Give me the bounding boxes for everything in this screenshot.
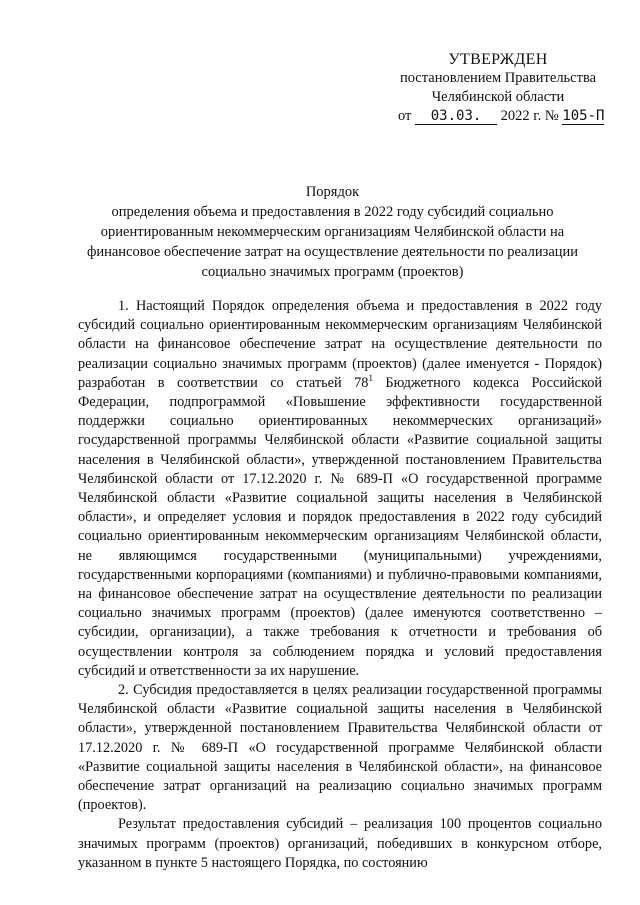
subtitle-line: ориентированным некоммерческим организациям Челябинской области на bbox=[100, 224, 565, 240]
subtitle-line: определения объема и предоставления в 2022 году субсидий социально bbox=[111, 204, 554, 220]
approval-stamp bbox=[388, 50, 608, 126]
approval-line-2: Челябинской области bbox=[431, 89, 565, 105]
approval-date-line bbox=[388, 107, 608, 126]
approval-date: 03.03. bbox=[415, 109, 497, 125]
paragraph-1-start: 1. Настоящий Порядок определения объема и предоставления в 2022 году субсидий социально ориентированным некоммерческим организациям Челябинской области на финансовое обеспечение затрат на осуществление деятельности по реализации социально значимых программ (проектов) (далее именуется - Порядок) разработан в соответствии со статьей 78 bbox=[78, 298, 602, 391]
paragraph-3: Результат предоставления субсидий – реализация 100 процентов социально значимых программ (проектов) организаций, победивших в конкурсном отборе, указанном в пункте 5 настоящего Порядка, по состоянию bbox=[78, 816, 602, 871]
paragraph-1 bbox=[78, 297, 602, 681]
document-body bbox=[78, 297, 602, 873]
article-superscript: 1 bbox=[368, 373, 373, 384]
approval-year-text: 2022 г. № bbox=[500, 108, 559, 124]
approval-title: УТВЕРЖДЕН bbox=[448, 51, 548, 68]
document-heading: Порядок bbox=[305, 184, 360, 200]
subtitle-line: социально значимых программ (проектов) bbox=[201, 264, 464, 280]
subtitle-line: финансовое обеспечение затрат на осуществление деятельности по реализации bbox=[86, 244, 579, 260]
paragraph-1-end: Бюджетного кодекса Российской Федерации, подпрограммой «Повышение эффективности государственной поддержки социально ориентированных некоммерческих организаций» государственной программы Челябинской области «Развитие социальной защиты населения в Челябинской области», утвержденной постановлением Правительства Челябинской области от 17.12.2020 г. № 689-П «О государственной программе Челябинской области «Развитие социальной защиты населения в Челябинской области», и определяет условия и порядок предоставления в 2022 году субсидий социально ориентированным некоммерческим организациям Челябинской области, не являющимся государственными (муниципальными) учреждениями, государственными корпорациями (компаниями) и публично-правовыми компаниями, на финансовое обеспечение затрат на осуществление деятельности по реализации социально значимых программ (проектов) (далее именуются соответственно – субсидии, организации), а также требования к отчетности и требования об осуществлении контроля за соблюдением порядка и условий предоставления субсидий и ответственности за их нарушение. bbox=[78, 374, 602, 679]
approval-number: 105-П bbox=[562, 108, 605, 124]
approval-line-1: постановлением Правительства bbox=[399, 70, 597, 86]
paragraph-2: 2. Субсидия предоставляется в целях реализации государственной программы Челябинской области «Развитие социальной защиты населения в Челябинской области», утвержденной постановлением Правительства Челябинской области от 17.12.2020 г. № 689-П «О государственной программе Челябинской области «Развитие социальной защиты населения в Челябинской области», на финансовое обеспечение затрат организаций на реализацию социально значимых программ (проектов). bbox=[78, 682, 602, 814]
from-label: от bbox=[398, 108, 412, 124]
document-title bbox=[60, 182, 605, 282]
